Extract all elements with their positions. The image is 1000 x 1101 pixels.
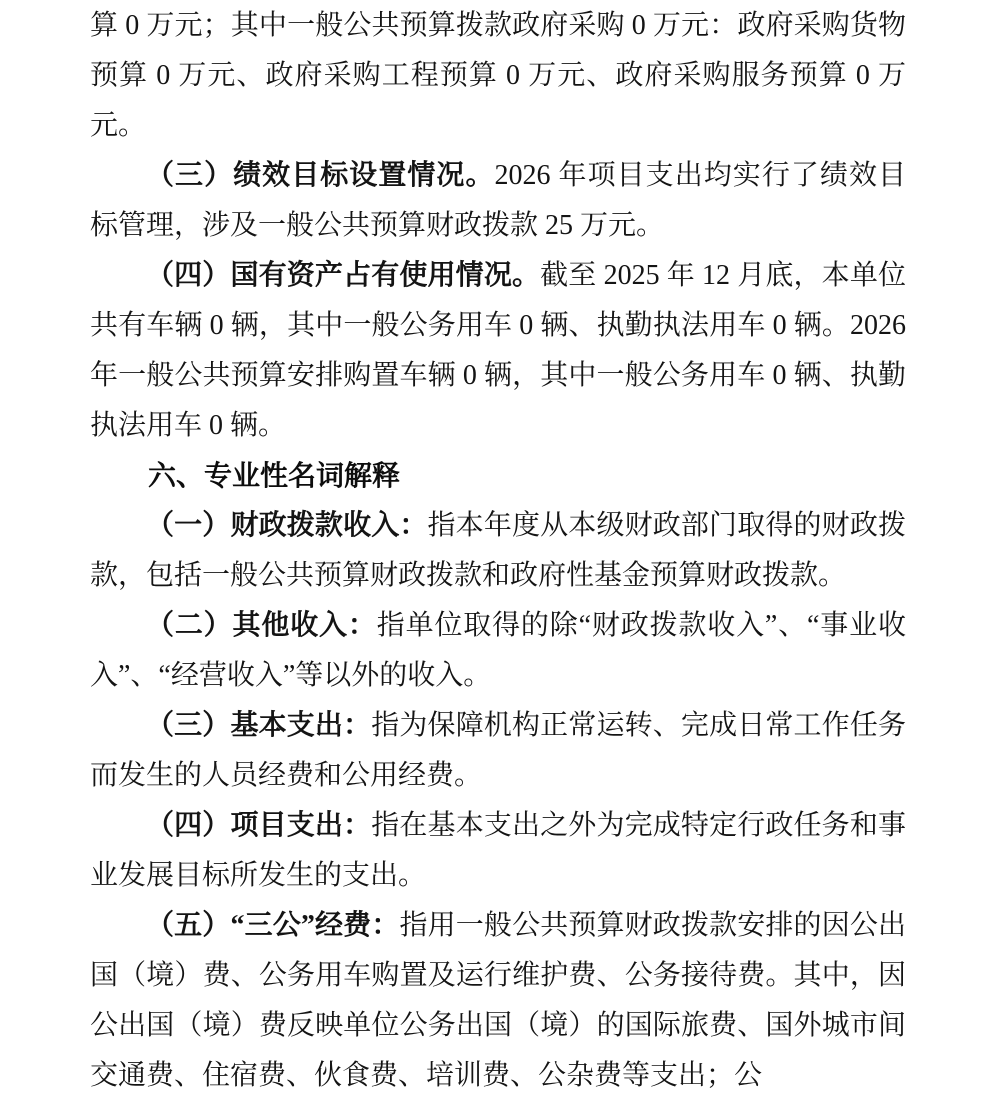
term-label: （二）其他收入： (146, 610, 377, 641)
paragraph-procurement-continuation (90, 1, 906, 151)
term-other-income (90, 601, 906, 701)
section-heading-terms: 六、专业性名词解释 (148, 460, 401, 491)
paragraph-text: 截至 2025 年 12 月底，本单位共有车辆 0 辆，其中一般公务用车 0 辆、执勤执法用车 0 辆。2026 年一般公共预算安排购置车辆 0 辆，其中一般公务用车 0 辆、执勤执法用车 0 辆。 (90, 260, 906, 441)
term-label: （五）“三公”经费： (146, 910, 400, 941)
term-project-expenditure (90, 801, 906, 901)
term-fiscal-appropriation-income (90, 501, 906, 601)
term-label: （四）项目支出： (146, 810, 372, 841)
term-label: （三）基本支出： (146, 710, 372, 741)
term-basic-expenditure (90, 701, 906, 801)
paragraph-state-assets (90, 251, 906, 451)
term-label: （一）财政拨款收入： (146, 510, 428, 541)
paragraph-lead-label: （三）绩效目标设置情况。 (146, 160, 495, 191)
term-definition: 指本年度从本级财政部门取得的财政拨款，包括一般公共预算财政拨款和政府性基金预算财政拨款。 (90, 510, 906, 591)
term-definition: 指在基本支出之外为完成特定行政任务和事业发展目标所发生的支出。 (90, 810, 906, 891)
paragraph-lead-label: （四）国有资产占有使用情况。 (146, 260, 541, 291)
term-definition: 指单位取得的除“财政拨款收入”、“事业收入”、“经营收入”等以外的收入。 (90, 610, 906, 691)
term-definition: 指用一般公共预算财政拨款安排的因公出国（境）费、公务用车购置及运行维护费、公务接待费。其中，因公出国（境）费反映单位公务出国（境）的国际旅费、国外城市间交通费、住宿费、伙食费、培训费、公杂费等支出；公 (90, 910, 906, 1091)
paragraph-text: 2026 年项目支出均实行了绩效目标管理，涉及一般公共预算财政拨款 25 万元。 (90, 160, 906, 241)
document-page (90, 1, 906, 1101)
term-three-public-funds (90, 901, 906, 1101)
paragraph-text: 算 0 万元；其中一般公共预算拨款政府采购 0 万元：政府采购货物预算 0 万元、政府采购工程预算 0 万元、政府采购服务预算 0 万元。 (90, 10, 906, 141)
term-definition: 指为保障机构正常运转、完成日常工作任务而发生的人员经费和公用经费。 (90, 710, 906, 791)
paragraph-performance-targets (90, 151, 906, 251)
